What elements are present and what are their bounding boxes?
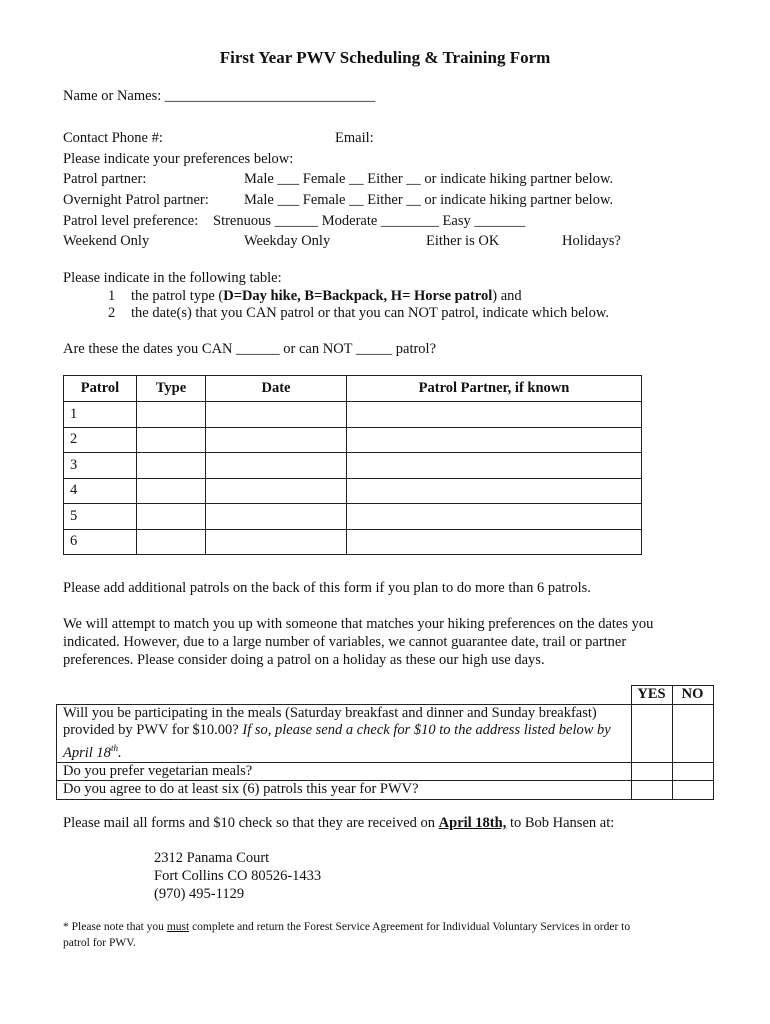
- date-cell[interactable]: [206, 402, 347, 428]
- partner-cell[interactable]: [347, 529, 642, 555]
- overnight-label: Overnight Patrol partner:: [63, 192, 209, 208]
- email-label: Email:: [335, 130, 374, 146]
- no-cell[interactable]: [672, 762, 713, 781]
- item1-bold: D=Day hike, B=Backpack, H= Horse patrol: [223, 288, 493, 304]
- yes-cell[interactable]: [631, 762, 672, 781]
- table-row: [64, 504, 642, 530]
- note-pre: * Please note that you: [63, 921, 167, 933]
- overnight-options: Male ___ Female __ Either __ or indicate hiking partner below.: [244, 192, 614, 208]
- item1-number: 1: [108, 288, 116, 304]
- can-question: Are these the dates you CAN ______ or can NOT _____ patrol?: [63, 341, 437, 357]
- table-row: [64, 427, 642, 453]
- holidays: Holidays?: [562, 233, 621, 249]
- yes-cell[interactable]: [631, 781, 672, 800]
- question-vegetarian: Do you prefer vegetarian meals?: [57, 762, 632, 781]
- match-paragraph: We will attempt to match you up with someone that matches your hiking preferences on the dates you indicated. However, due to a large number of variables, we cannot guarantee date, trail or partner preferences. Please consider doing a patrol on a holiday as these our high use days.: [63, 616, 654, 668]
- address-street: 2312 Panama Court: [154, 850, 270, 866]
- patrol-number: 6: [64, 529, 137, 555]
- name-line: Name or Names: _____________________________: [63, 88, 376, 104]
- item1-post: ) and: [492, 288, 522, 304]
- patrol-number: 4: [64, 478, 137, 504]
- blank-cell: [57, 686, 632, 705]
- footnote-line2: patrol for PWV.: [63, 937, 136, 949]
- no-cell[interactable]: [672, 704, 713, 762]
- table-row: [64, 453, 642, 479]
- meals-italic: If so, please send a check for $10 to the address listed below by April 18: [63, 722, 611, 761]
- meals-text: Will you be participating in the meals (Saturday breakfast and dinner and Sunday breakfast) provided by PWV for $10.00?: [63, 704, 597, 738]
- address-phone: (970) 495-1129: [154, 886, 245, 902]
- header-patrol: Patrol: [64, 376, 137, 402]
- type-cell[interactable]: [137, 453, 206, 479]
- mail-post: to Bob Hansen at:: [506, 815, 615, 831]
- partner-cell[interactable]: [347, 478, 642, 504]
- weekend-only: Weekend Only: [63, 233, 150, 249]
- patrol-table: [63, 375, 642, 555]
- note-post: complete and return the Forest Service Agreement for Individual Voluntary Services in order to: [189, 921, 631, 933]
- table-intro: Please indicate in the following table:: [63, 270, 282, 286]
- either-ok: Either is OK: [426, 233, 500, 249]
- preferences-intro: Please indicate your preferences below:: [63, 151, 294, 167]
- date-cell[interactable]: [206, 427, 347, 453]
- patrol-partner-options: Male ___ Female __ Either __ or indicate hiking partner below.: [244, 171, 614, 187]
- partner-cell[interactable]: [347, 453, 642, 479]
- question-six-patrols: Do you agree to do at least six (6) patrols this year for PWV?: [57, 781, 632, 800]
- type-cell[interactable]: [137, 529, 206, 555]
- no-cell[interactable]: [672, 781, 713, 800]
- item1-text: [131, 288, 522, 305]
- contact-phone-label: Contact Phone #:: [63, 130, 163, 146]
- patrol-number: 5: [64, 504, 137, 530]
- patrol-number: 2: [64, 427, 137, 453]
- type-cell[interactable]: [137, 478, 206, 504]
- level-options: Strenuous ______ Moderate ________ Easy _______: [213, 213, 526, 229]
- question-row: [57, 781, 714, 800]
- patrol-number: 3: [64, 453, 137, 479]
- partner-cell[interactable]: [347, 402, 642, 428]
- patrol-number: 1: [64, 402, 137, 428]
- level-label: Patrol level preference:: [63, 213, 199, 229]
- meals-end: .: [117, 744, 122, 761]
- footnote-line1: [63, 921, 630, 933]
- header-date: Date: [206, 376, 347, 402]
- partner-cell[interactable]: [347, 504, 642, 530]
- item2-number: 2: [108, 305, 116, 321]
- question-meals: [57, 704, 632, 762]
- table-row: [64, 529, 642, 555]
- question-row: [57, 704, 714, 762]
- mail-date: April 18th,: [438, 815, 507, 831]
- date-cell[interactable]: [206, 529, 347, 555]
- yes-no-header: [57, 686, 714, 705]
- yes-cell[interactable]: [631, 704, 672, 762]
- type-cell[interactable]: [137, 427, 206, 453]
- weekday-only: Weekday Only: [244, 233, 331, 249]
- form-title: First Year PWV Scheduling & Training Form: [219, 48, 551, 67]
- question-row: [57, 762, 714, 781]
- table-row: [64, 402, 642, 428]
- address-city: Fort Collins CO 80526-1433: [154, 868, 322, 884]
- yes-header: YES: [631, 686, 672, 705]
- mail-instructions: [63, 815, 614, 832]
- partner-cell[interactable]: [347, 427, 642, 453]
- note-must: must: [166, 921, 190, 933]
- date-cell[interactable]: [206, 504, 347, 530]
- date-cell[interactable]: [206, 453, 347, 479]
- date-cell[interactable]: [206, 478, 347, 504]
- mail-pre: Please mail all forms and $10 check so that they are received on: [63, 815, 439, 831]
- item2-text: the date(s) that you CAN patrol or that you can NOT patrol, indicate which below.: [131, 305, 609, 321]
- item1-pre: the patrol type (: [131, 288, 224, 304]
- header-type: Type: [137, 376, 206, 402]
- meals-sup: th: [110, 742, 118, 753]
- patrol-partner-label: Patrol partner:: [63, 171, 147, 187]
- table-row: [64, 478, 642, 504]
- header-partner: Patrol Partner, if known: [347, 376, 642, 402]
- yes-no-table: [56, 685, 714, 800]
- additional-patrols: Please add additional patrols on the back of this form if you plan to do more than 6 patrols.: [63, 580, 591, 596]
- no-header: NO: [672, 686, 713, 705]
- patrol-table-header: [64, 376, 642, 402]
- type-cell[interactable]: [137, 402, 206, 428]
- type-cell[interactable]: [137, 504, 206, 530]
